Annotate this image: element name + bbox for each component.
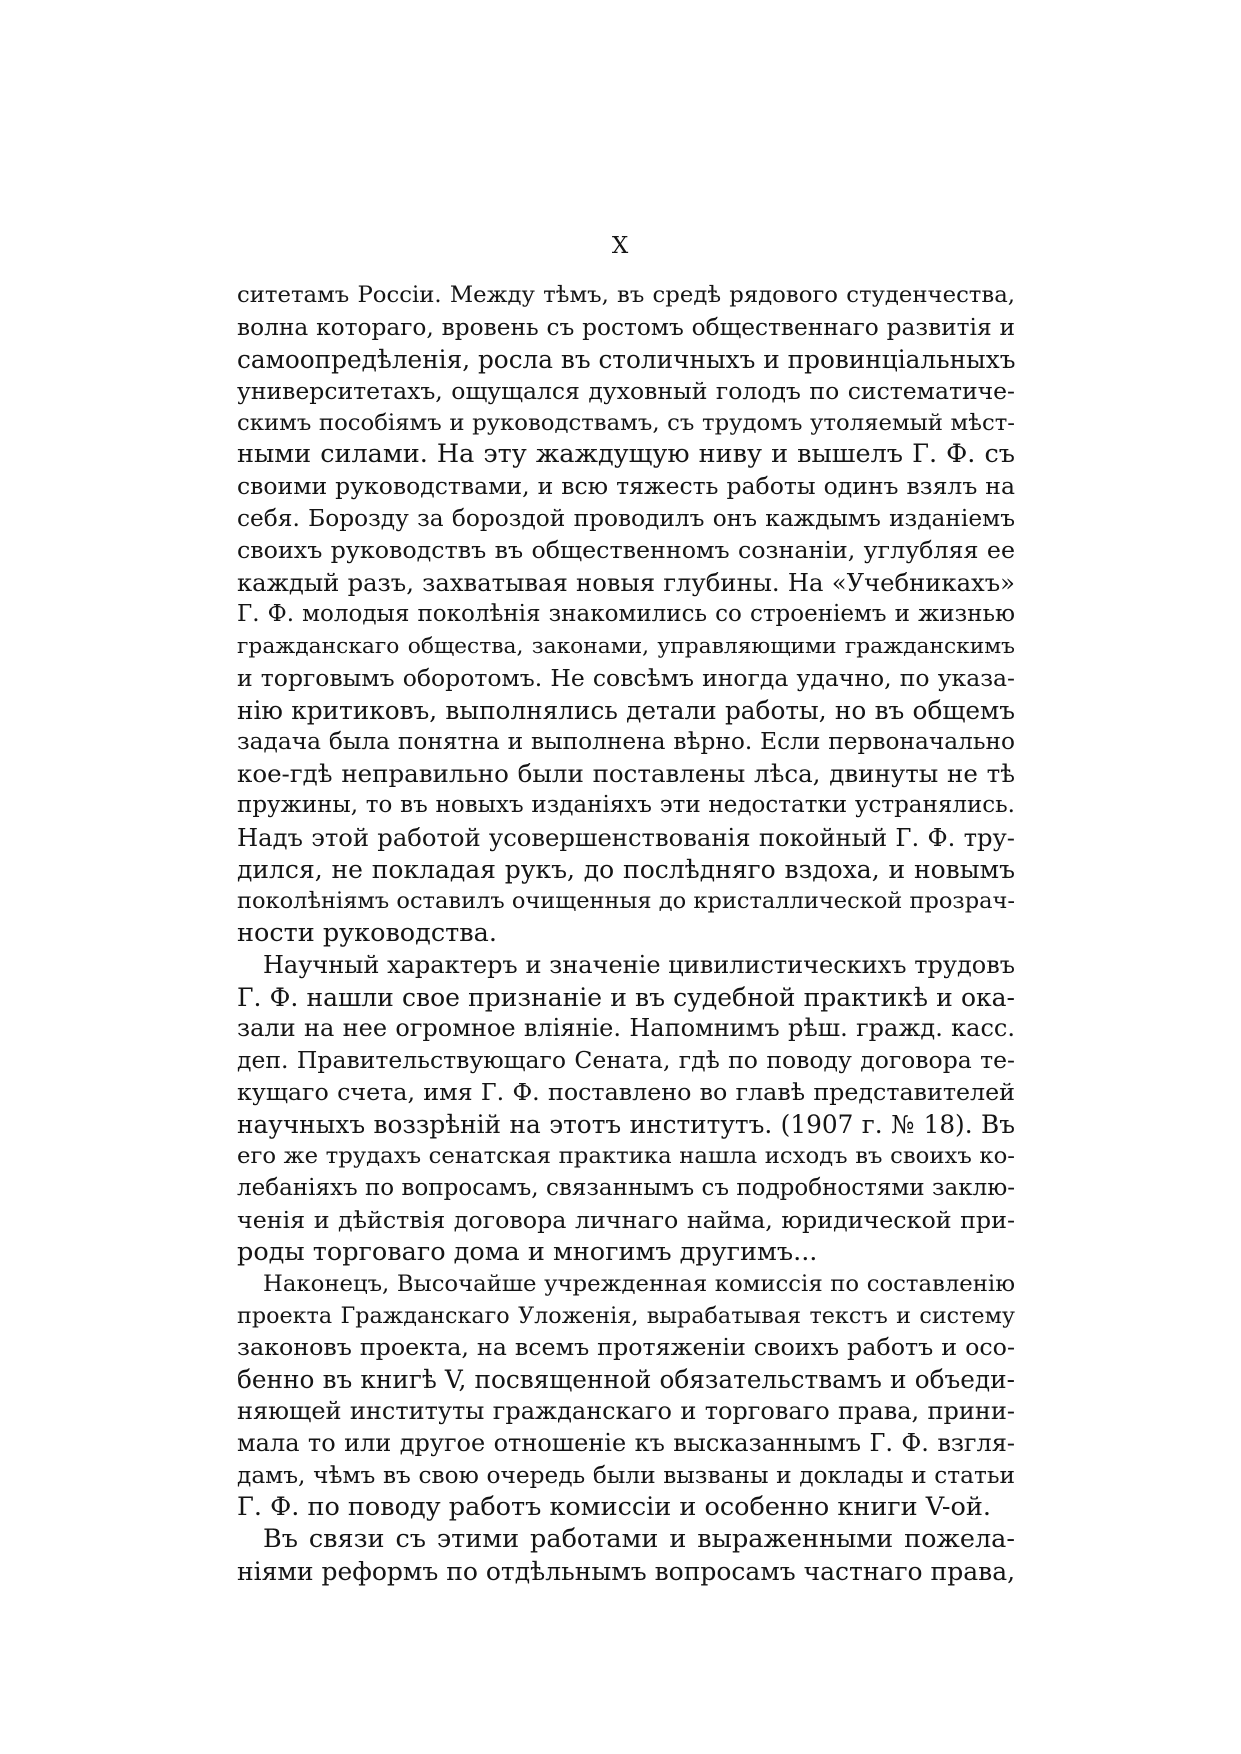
text-line: научныхъ воззрѣній на этотъ институтъ. (1907 г. № 18). Въ	[237, 1110, 1015, 1140]
text-line: самоопредѣленія, росла въ столичныхъ и провинціальныхъ	[237, 344, 1015, 374]
text-line: ситетамъ Россіи. Между тѣмъ, въ средѣ рядового студенчества,	[237, 282, 1015, 308]
text-line: университетахъ, ощущался духовный голодъ по систематиче-	[237, 376, 1015, 405]
text-line: волна котораго, вровень съ ростомъ общественнаго развитія и	[237, 313, 1015, 341]
text-line: лебаніяхъ по вопросамъ, связаннымъ съ подробностями заклю-	[237, 1174, 1015, 1201]
text-line: нію критиковъ, выполнялись детали работы, но въ общемъ	[237, 695, 1015, 725]
text-line: ніями реформъ по отдѣльнымъ вопросамъ частнаго права,	[237, 1556, 1015, 1586]
text-line: мала то или другое отношеніе къ высказаннымъ Г. Ф. взгля-	[237, 1429, 1015, 1458]
body-text	[237, 280, 1015, 1588]
text-line: и торговымъ оборотомъ. Не совсѣмъ иногда удачно, по указа-	[237, 663, 1015, 692]
text-line: своихъ руководствъ въ общественномъ сознаніи, углубляя ее	[237, 536, 1015, 565]
text-line: роды торговаго дома и многимъ другимъ...	[237, 1236, 818, 1267]
text-line: кущаго счета, имя Г. Ф. поставлено во главѣ представителей	[237, 1078, 1015, 1107]
text-line: ными силами. На эту жаждущую ниву и вышелъ Г. Ф. съ	[237, 439, 1015, 470]
text-line: своими руководствами, и всю тяжесть работы одинъ взялъ на	[237, 472, 1015, 501]
page-number: X	[611, 233, 630, 259]
text-line: пружины, то въ новыхъ изданіяхъ эти недостатки устранялись.	[237, 792, 1015, 819]
text-line: гражданскаго общества, законами, управляющими гражданскимъ	[237, 633, 1015, 659]
text-line: ности руководства.	[237, 917, 497, 948]
text-line: Научный характеръ и значеніе цивилистическихъ трудовъ	[263, 950, 1015, 979]
text-line: Г. Ф. нашли свое признаніе и въ судебной практикѣ и ока-	[237, 982, 1015, 1012]
paragraph	[237, 950, 1015, 1269]
text-line: деп. Правительствующаго Сената, гдѣ по поводу договора те-	[237, 1046, 1015, 1075]
text-line: законовъ проекта, на всемъ протяженіи своихъ работъ и осо-	[237, 1333, 1015, 1362]
text-line: Надъ этой работой усовершенствованія покойный Г. Ф. тру-	[237, 823, 1015, 853]
text-line: себя. Борозду за бороздой проводилъ онъ каждымъ изданіемъ	[237, 505, 1015, 533]
text-line: няющей институты гражданскаго и торговаго права, прини-	[237, 1397, 1015, 1426]
text-line: скимъ пособіямъ и руководствамъ, съ трудомъ утоляемый мѣст-	[237, 409, 1015, 436]
text-line: кое-гдѣ неправильно были поставлены лѣса, двинуты не тѣ	[237, 759, 1015, 789]
text-line: задача была понятна и выполнена вѣрно. Если первоначально	[237, 728, 1015, 756]
text-line: каждый разъ, захватывая новыя глубины. На «Учебникахъ»	[237, 568, 1015, 598]
text-line: его же трудахъ сенатская практика нашла исходъ въ своихъ ко-	[237, 1143, 1015, 1170]
text-line: Г. Ф. по поводу работъ комиссіи и особенно книги V-ой.	[237, 1491, 991, 1522]
paragraph	[237, 280, 1015, 950]
text-line: Наконецъ, Высочайше учрежденная комиссія по составленію	[263, 1270, 1015, 1297]
text-line: проекта Гражданскаго Уложенія, вырабатывая текстъ и систему	[237, 1302, 1015, 1329]
text-line: Въ связи съ этими работами и выраженными пожела-	[263, 1523, 1015, 1554]
text-line: дился, не покладая рукъ, до послѣдняго вздоха, и новымъ	[237, 855, 1015, 885]
paragraph	[237, 1524, 1015, 1588]
text-line: Г. Ф. молодыя поколѣнія знакомились со строеніемъ и жизнью	[237, 600, 1015, 627]
text-line: бенно въ книгѣ V, посвященной обязательствамъ и объеди-	[237, 1365, 1015, 1395]
text-line: поколѣніямъ оставилъ очищенныя до кристаллической прозрач-	[237, 887, 1015, 914]
text-line: ченія и дѣйствія договора личнаго найма, юридической при-	[237, 1205, 1015, 1234]
paragraph	[237, 1269, 1015, 1524]
text-line: дамъ, чѣмъ въ свою очередь были вызваны и доклады и статьи	[237, 1461, 1015, 1489]
text-line: зали на нее огромное вліяніе. Напомнимъ рѣш. гражд. касс.	[237, 1014, 1015, 1043]
